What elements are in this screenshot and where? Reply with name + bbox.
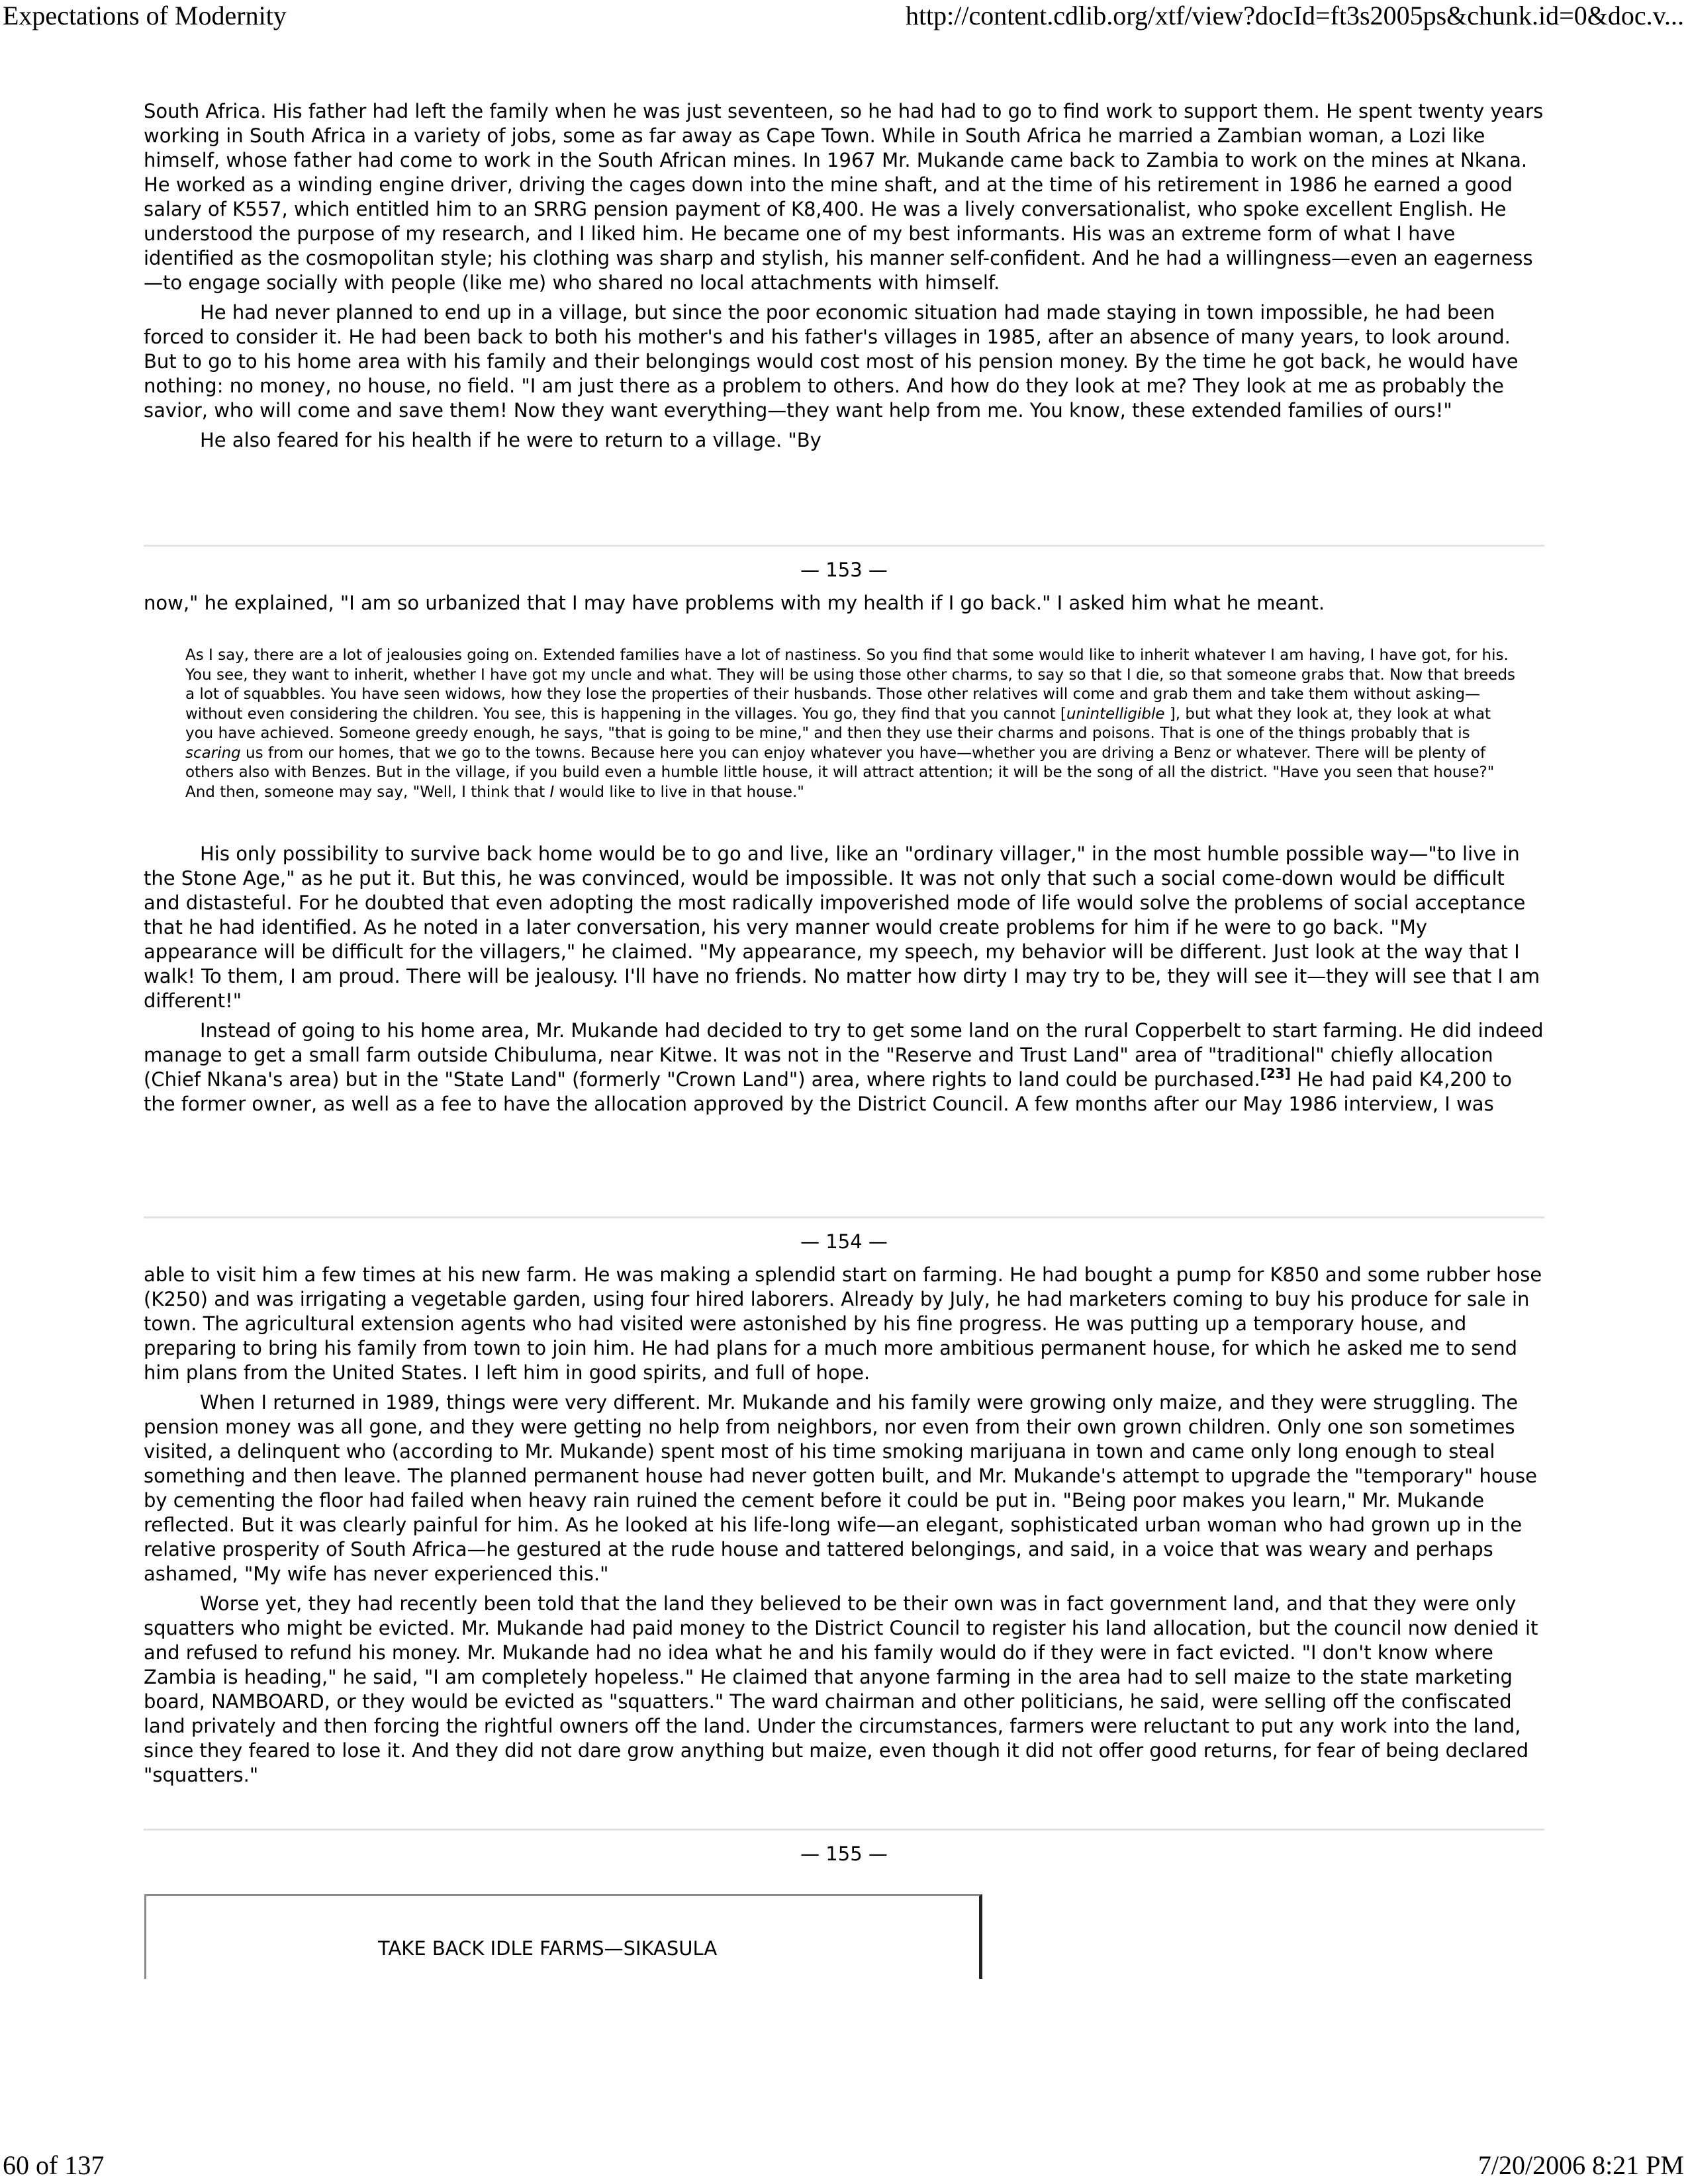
header-url[interactable]: http://content.cdlib.org/xtf/view?docId=ft3s2005ps&chunk.id=0&doc.v... [905,1,1684,30]
page-divider [144,1216,1544,1218]
paragraph: Worse yet, they had recently been told that the land they believed to be their own was in fact government land, and that they were only squatters who might be evicted. Mr. Mukande had paid money to the District Council to register his land allocation, but the council now denied it and refused to refund his money. Mr. Mukande had no idea what he and his family would do if they were in fact evicted. "I don't know where Zambia is heading," he said, "I am completely hopeless." He claimed that anyone farming in the area had to sell maize to the state marketing board, NAMBOARD, or they would be evicted as "squatters." The ward chairman and other politicians, he said, were selling off the confiscated land privately and then forcing the rightful owners off the land. Under the circumstances, farmers were reluctant to put any work into the land, since they feared to lose it. And they did not dare grow anything but maize, even though it did not offer good returns, for fear of being declared "squatters." [144,1592,1538,1786]
paragraph: Instead of going to his home area, Mr. Mukande had decided to try to get some land on the rural Copperbelt to start farming. He did indeed manage to get a small farm outside Chibuluma, near Kitwe. It was not in the "Reserve and Trust Land" area of "traditional" chiefly allocation (Chief Nkana's area) but in the "State Land" (formerly "Crown Land") area, where rights to land could be purchased.[23] He had paid K4,200 to the former owner, as well as a fee to have the allocation approved by the District Council. A few months after our May 1986 interview, I was [144,1019,1544,1115]
footer-timestamp: 7/20/2006 8:21 PM [1477,2150,1684,2180]
section-page-152 [144,99,1544,453]
page-number-155: — 155 — [800,1843,888,1865]
paragraph: He had never planned to end up in a village, but since the poor economic situation had made staying in town impossible, he had been forced to consider it. He had been back to both his mother's and his father's villages in 1985, after an absence of many years, to look around. But to go to his home area with his family and their belongings would cost most of his pension money. By the time he got back, he would have nothing: no money, no house, no field. "I am just there as a problem to others. And how do they look at me? They look at me as probably the savior, who will come and save them! Now they want everything—they want help from me. You know, these extended families of ours!" [144,301,1519,422]
section-page-154 [144,1263,1544,1788]
excerpt-title: TAKE BACK IDLE FARMS—SIKASULA [378,1937,718,1960]
block-quote: As I say, there are a lot of jealousies going on. Extended families have a lot of nastiness. So you find that some would like to inherit whatever I am having, I have got, for his. You see, they want to inherit, whether I have got my uncle and what. They will be using those other charms, to say so that I die, so that someone grabs that. Now that breeds a lot of squabbles. You have seen widows, how they lose the properties of their husbands. Those other relatives will come and grab them and take them without asking—without even considering the children. You see, this is happening in the villages. You go, they find that you cannot [unintelligible ], but what they look at, they look at what you have achieved. Someone greedy enough, he says, "that is going to be mine," and then they use their charms and poisons. That is one of the things probably that is scaring us from our homes, that we go to the towns. Because here you can enjoy whatever you have—whether you are driving a Benz or whatever. There will be plenty of others also with Benzes. But in the village, if you build even a humble little house, it will attract attention; it will be the song of all the district. "Have you seen that house?" And then, someone may say, "Well, I think that I would like to live in that house." [185,647,1516,801]
section-page-153 [144,591,1544,1116]
page-number-153: — 153 — [800,559,888,581]
italic-i: I [549,783,555,801]
page-divider [144,545,1544,547]
italic-scaring: scaring [185,744,241,762]
italic-unintelligible: unintelligible [1066,705,1165,723]
footer-page-count: 60 of 137 [3,2150,105,2180]
paragraph: now," he explained, "I am so urbanized that I may have problems with my health if I go back." I asked him what he meant. [144,592,1325,614]
paragraph: He also feared for his health if he were to return to a village. "By [200,429,821,451]
paragraph: able to visit him a few times at his new farm. He was making a splendid start on farming. He had bought a pump for K850 and some rubber hose (K250) and was irrigating a vegetable garden, using four hired laborers. Already by July, he had marketers coming to buy his produce for sale in town. The agricultural extension agents who had visited were astonished by his fine progress. He was putting up a temporary house, and preparing to bring his family from town to join him. He had plans for a much more ambitious permanent house, for which he asked me to send him plans from the United States. I left him in good spirits, and full of hope. [144,1263,1542,1384]
page-number-154: — 154 — [800,1230,888,1253]
footnote-link[interactable]: [23] [1260,1066,1291,1081]
excerpt-box [144,1894,982,1979]
header-book-title: Expectations of Modernity [3,1,287,30]
paragraph: His only possibility to survive back home would be to go and live, like an "ordinary villager," in the most humble possible way—"to live in the Stone Age," as he put it. But this, he was convinced, would be impossible. It was not only that such a social come-down would be difficult and distasteful. For he doubted that even adopting the most radically impoverished mode of life would solve the problems of social acceptance that he had identified. As he noted in a later conversation, his very manner would create problems for him if he were to go back. "My appearance will be difficult for the villagers," he claimed. "My appearance, my speech, my behavior will be different. Just look at the way that I walk! To them, I am proud. There will be jealousy. I'll have no friends. No matter how dirty I may try to be, they will see it—they will see that I am different!" [144,842,1540,1012]
paragraph: South Africa. His father had left the family when he was just seventeen, so he had had to go to find work to support them. He spent twenty years working in South Africa in a variety of jobs, some as far away as Cape Town. While in South Africa he married a Zambian woman, a Lozi like himself, whose father had come to work in the South African mines. In 1967 Mr. Mukande came back to Zambia to work on the mines at Nkana. He worked as a winding engine driver, driving the cages down into the mine shaft, and at the time of his retirement in 1986 he earned a good salary of K557, which entitled him to an SRRG pension payment of K8,400. He was a lively conversationalist, who spoke excellent English. He understood the purpose of my research, and I liked him. He became one of my best informants. His was an extreme form of what I have identified as the cosmopolitan style; his clothing was sharp and stylish, his manner self-confident. And he had a willingness—even an eagerness—to engage socially with people (like me) who shared no local attachments with himself. [144,100,1544,294]
page-divider [144,1829,1544,1831]
paragraph: When I returned in 1989, things were very different. Mr. Mukande and his family were growing only maize, and they were struggling. The pension money was all gone, and they were getting no help from neighbors, nor even from their own grown children. Only one son sometimes visited, a delinquent who (according to Mr. Mukande) spent most of his time smoking marijuana in town and came only long enough to steal something and then leave. The planned permanent house had never gotten built, and Mr. Mukande's attempt to upgrade the "temporary" house by cementing the floor had failed when heavy rain ruined the cement before it could be put in. "Being poor makes you learn," Mr. Mukande reflected. But it was clearly painful for him. As he looked at his life-long wife—an elegant, sophisticated urban woman who had grown up in the relative prosperity of South Africa—he gestured at the rude house and tattered belongings, and said, in a voice that was weary and perhaps ashamed, "My wife has never experienced this." [144,1391,1537,1585]
